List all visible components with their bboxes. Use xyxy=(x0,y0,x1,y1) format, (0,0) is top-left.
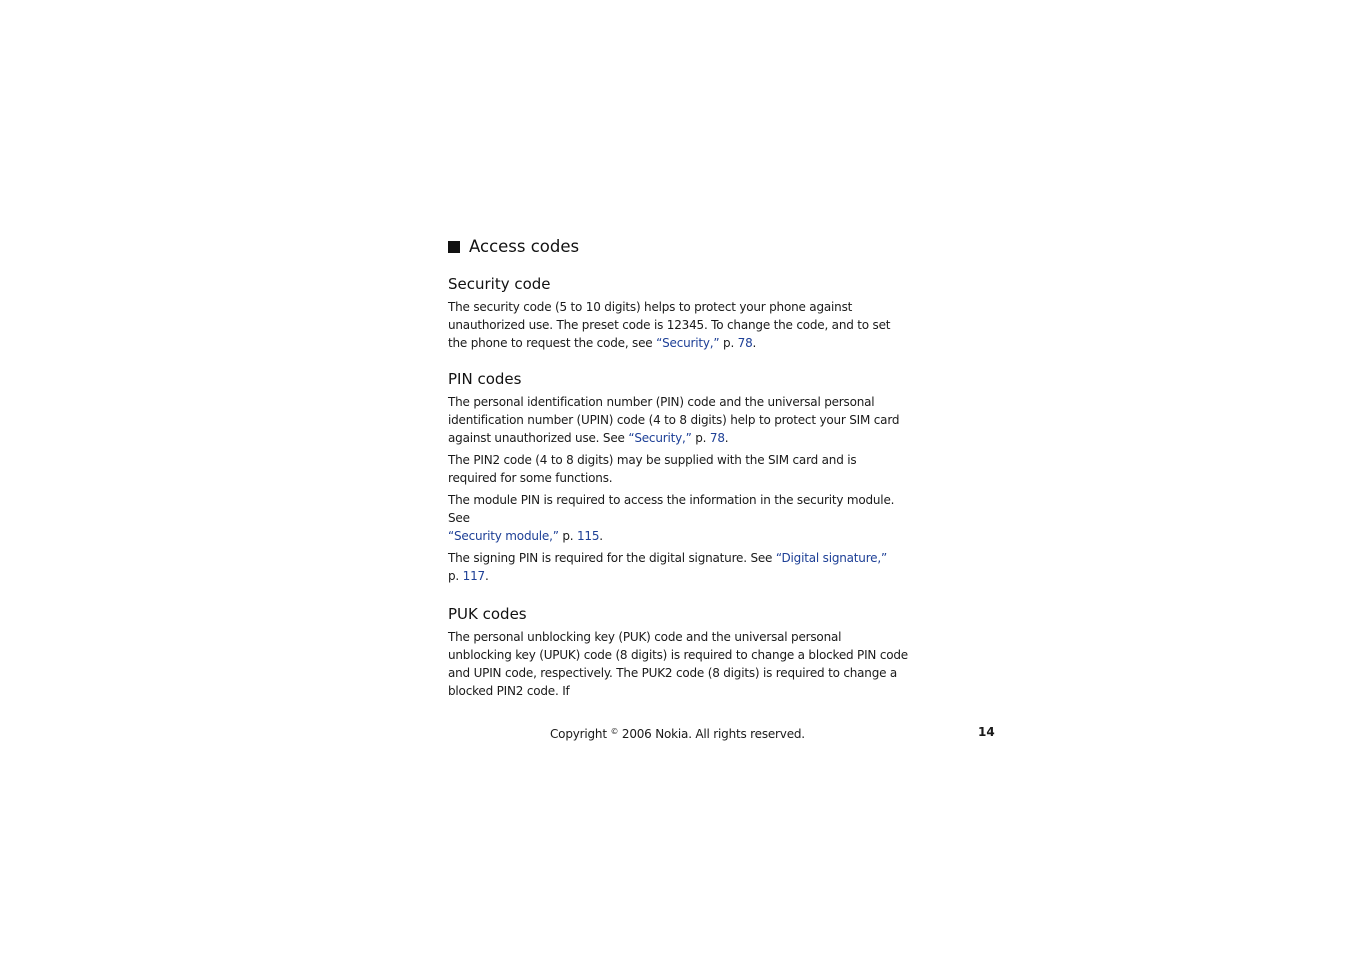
copyright-prefix: Copyright xyxy=(550,727,611,741)
period: . xyxy=(752,336,757,350)
security-module-link[interactable]: “Security module,” xyxy=(448,529,559,543)
copyright-notice xyxy=(550,723,805,743)
section-title-text: Access codes xyxy=(469,237,580,256)
pin-paragraph-3 xyxy=(448,491,908,545)
period: . xyxy=(599,529,603,543)
square-bullet-icon xyxy=(448,241,460,253)
security-code-paragraph xyxy=(448,298,908,352)
page-ref-prefix: p. xyxy=(691,431,710,445)
puk-codes-heading: PUK codes xyxy=(448,605,527,623)
pin-paragraph-4 xyxy=(448,549,908,585)
security-link[interactable]: “Security,” xyxy=(628,431,692,445)
page-ref-prefix: p. xyxy=(448,569,463,583)
copyright-suffix: 2006 Nokia. All rights reserved. xyxy=(618,727,805,741)
page-ref-prefix: p. xyxy=(558,529,577,543)
copyright-symbol: © xyxy=(610,727,619,736)
pin-text-4: The signing PIN is required for the digital signature. See xyxy=(448,551,776,565)
pin-paragraph-2: The PIN2 code (4 to 8 digits) may be supplied with the SIM card and is required for some functions. xyxy=(448,453,857,485)
security-code-text: The security code (5 to 10 digits) helps to protect your phone against unauthorized use. The preset code is 12345. To change the code, and to set the phone to request the code, see xyxy=(448,300,891,350)
page-115-link[interactable]: 115 xyxy=(576,529,600,543)
digital-signature-link[interactable]: “Digital signature,” xyxy=(775,551,887,565)
period: . xyxy=(484,569,489,583)
period: . xyxy=(724,431,729,445)
page-ref-prefix: p. xyxy=(719,336,738,350)
pin-paragraph-1 xyxy=(448,393,908,447)
puk-paragraph: The personal unblocking key (PUK) code and the universal personal unblocking key (UPUK) code (8 digits) is required to change a blocked PIN code and UPIN code, respectively. The PUK2 code (8 digits) is required to change a blocked PIN2 code. If xyxy=(448,630,908,698)
page-117-link[interactable]: 117 xyxy=(462,569,485,583)
security-code-heading: Security code xyxy=(448,275,551,293)
page-78-link[interactable]: 78 xyxy=(737,336,753,350)
pin-codes-heading: PIN codes xyxy=(448,370,522,388)
pin-text-3: The module PIN is required to access the information in the security module. See xyxy=(448,493,895,525)
pin-text-1: The personal identification number (PIN) code and the universal personal identification number (UPIN) code (4 to 8 digits) help to protect your SIM card against unauthorized use. See xyxy=(448,395,900,445)
section-title xyxy=(448,236,908,258)
page-number: 14 xyxy=(978,725,995,739)
security-link[interactable]: “Security,” xyxy=(656,336,720,350)
page-content xyxy=(448,236,908,700)
page-78-link[interactable]: 78 xyxy=(709,431,725,445)
